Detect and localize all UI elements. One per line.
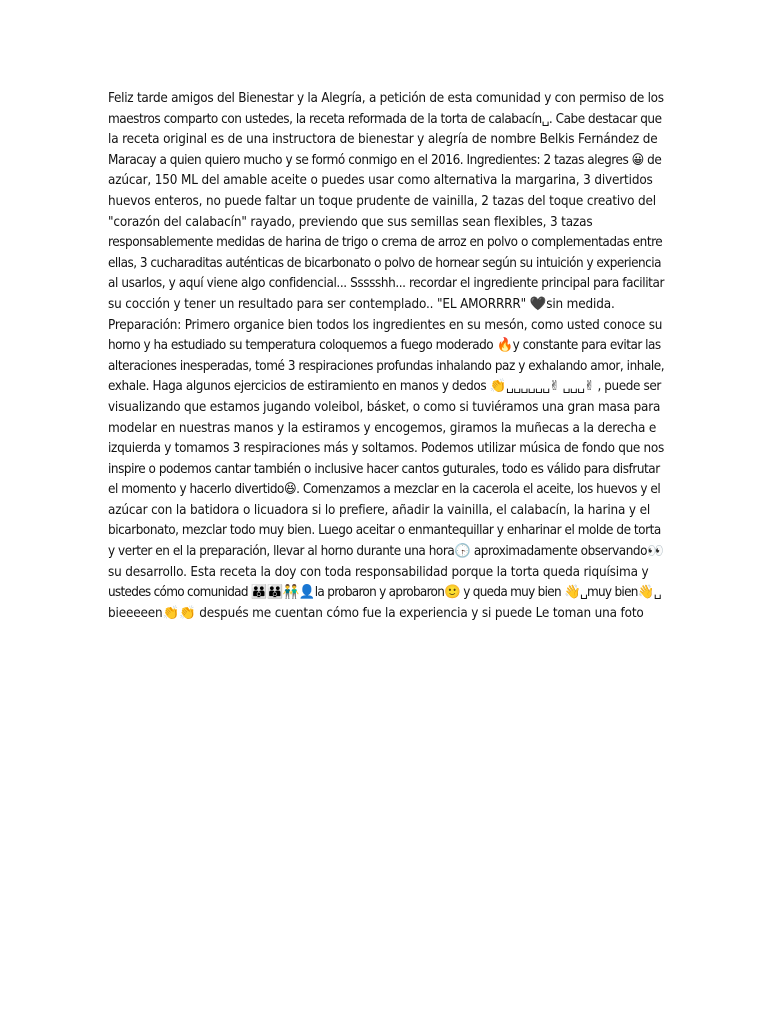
text-line: exhale. Haga algunos ejercicios de estiramiento en manos y dedos 👏␣␣␣␣␣␣✌ ␣␣␣✌ , puede ser (108, 379, 661, 395)
text-line: horno y ha estudiado su temperatura coloquemos a fuego moderado 🔥y constante para evitar las (108, 338, 661, 354)
text-line: modelar en nuestras manos y la estiramos y encogemos, giramos la muñecas a la derecha e (108, 420, 657, 436)
text-line: "corazón del calabacín" rayado, previendo que sus semillas sean flexibles, 3 tazas (108, 214, 593, 230)
text-line: alteraciones inesperadas, tomé 3 respiraciones profundas inhalando paz y exhalando amor, inhale, (108, 358, 665, 374)
text-line: maestros comparto con ustedes, la receta reformada de la torta de calabacín␣. Cabe destacar que (108, 111, 662, 127)
text-line: el momento y hacerlo divertido😆. Comenzamos a mezclar en la cacerola el aceite, los huevos y el (108, 482, 661, 498)
text-line: bicarbonato, mezclar todo muy bien. Luego aceitar o enmantequillar y enharinar el molde de torta (108, 523, 661, 539)
text-line: y verter en el la preparación, llevar al horno durante una hora🕞 aproximadamente observando👀 (108, 544, 664, 560)
text-line: al usarlos, y aquí viene algo confidencial... Ssssshh... recordar el ingrediente principal para facilitar (108, 276, 664, 292)
text-line: huevos enteros, no puede faltar un toque prudente de vainilla, 2 tazas del toque creativo del (108, 193, 656, 209)
recipe-text-block (108, 89, 664, 624)
text-line: la receta original es de una instructora de bienestar y alegría de nombre Belkis Fernández de (108, 132, 658, 148)
text-line: responsablemente medidas de harina de trigo o crema de arroz en polvo o complementadas entre (108, 235, 663, 251)
text-line: izquierda y tomamos 3 respiraciones más y soltamos. Podemos utilizar música de fondo que nos (108, 441, 664, 457)
text-line: azúcar con la batidora o licuadora si lo prefiere, añadir la vainilla, el calabacín, la harina y el (108, 502, 651, 518)
text-line: ellas, 3 cucharaditas auténticas de bicarbonato o polvo de hornear según su intuición y experiencia (108, 255, 661, 271)
text-line: su cocción y tener un resultado para ser contemplado.. "EL AMORRRR" 🖤sin medida. (108, 296, 615, 312)
text-line: su desarrollo. Esta receta la doy con toda responsabilidad porque la torta queda riquísima y (108, 564, 649, 580)
text-line: Feliz tarde amigos del Bienestar y la Alegría, a petición de esta comunidad y con permiso de los (108, 91, 664, 106)
text-line: ustedes cómo comunidad 👪👪👬👤la probaron y aprobaron🙂 y queda muy bien 👋␣muy bien👋␣ (108, 585, 661, 601)
text-line: inspire o podemos cantar también o inclusive hacer cantos guturales, todo es válido para disfrutar (108, 461, 660, 477)
text-line: visualizando que estamos jugando voleibol, básket, o como si tuviéramos una gran masa para (108, 399, 661, 415)
text-line: Maracay a quien quiero mucho y se formó conmigo en el 2016. Ingredientes: 2 tazas alegres 😀 de (108, 152, 662, 168)
text-line: azúcar, 150 ML del amable aceite o puedes usar como alternativa la margarina, 3 divertidos (108, 173, 653, 189)
text-line: Preparación: Primero organice bien todos los ingredientes en su mesón, como usted conoce su (108, 317, 663, 333)
text-line: bieeeeen👏👏 después me cuentan cómo fue la experiencia y si puede Le toman una foto (108, 605, 644, 621)
